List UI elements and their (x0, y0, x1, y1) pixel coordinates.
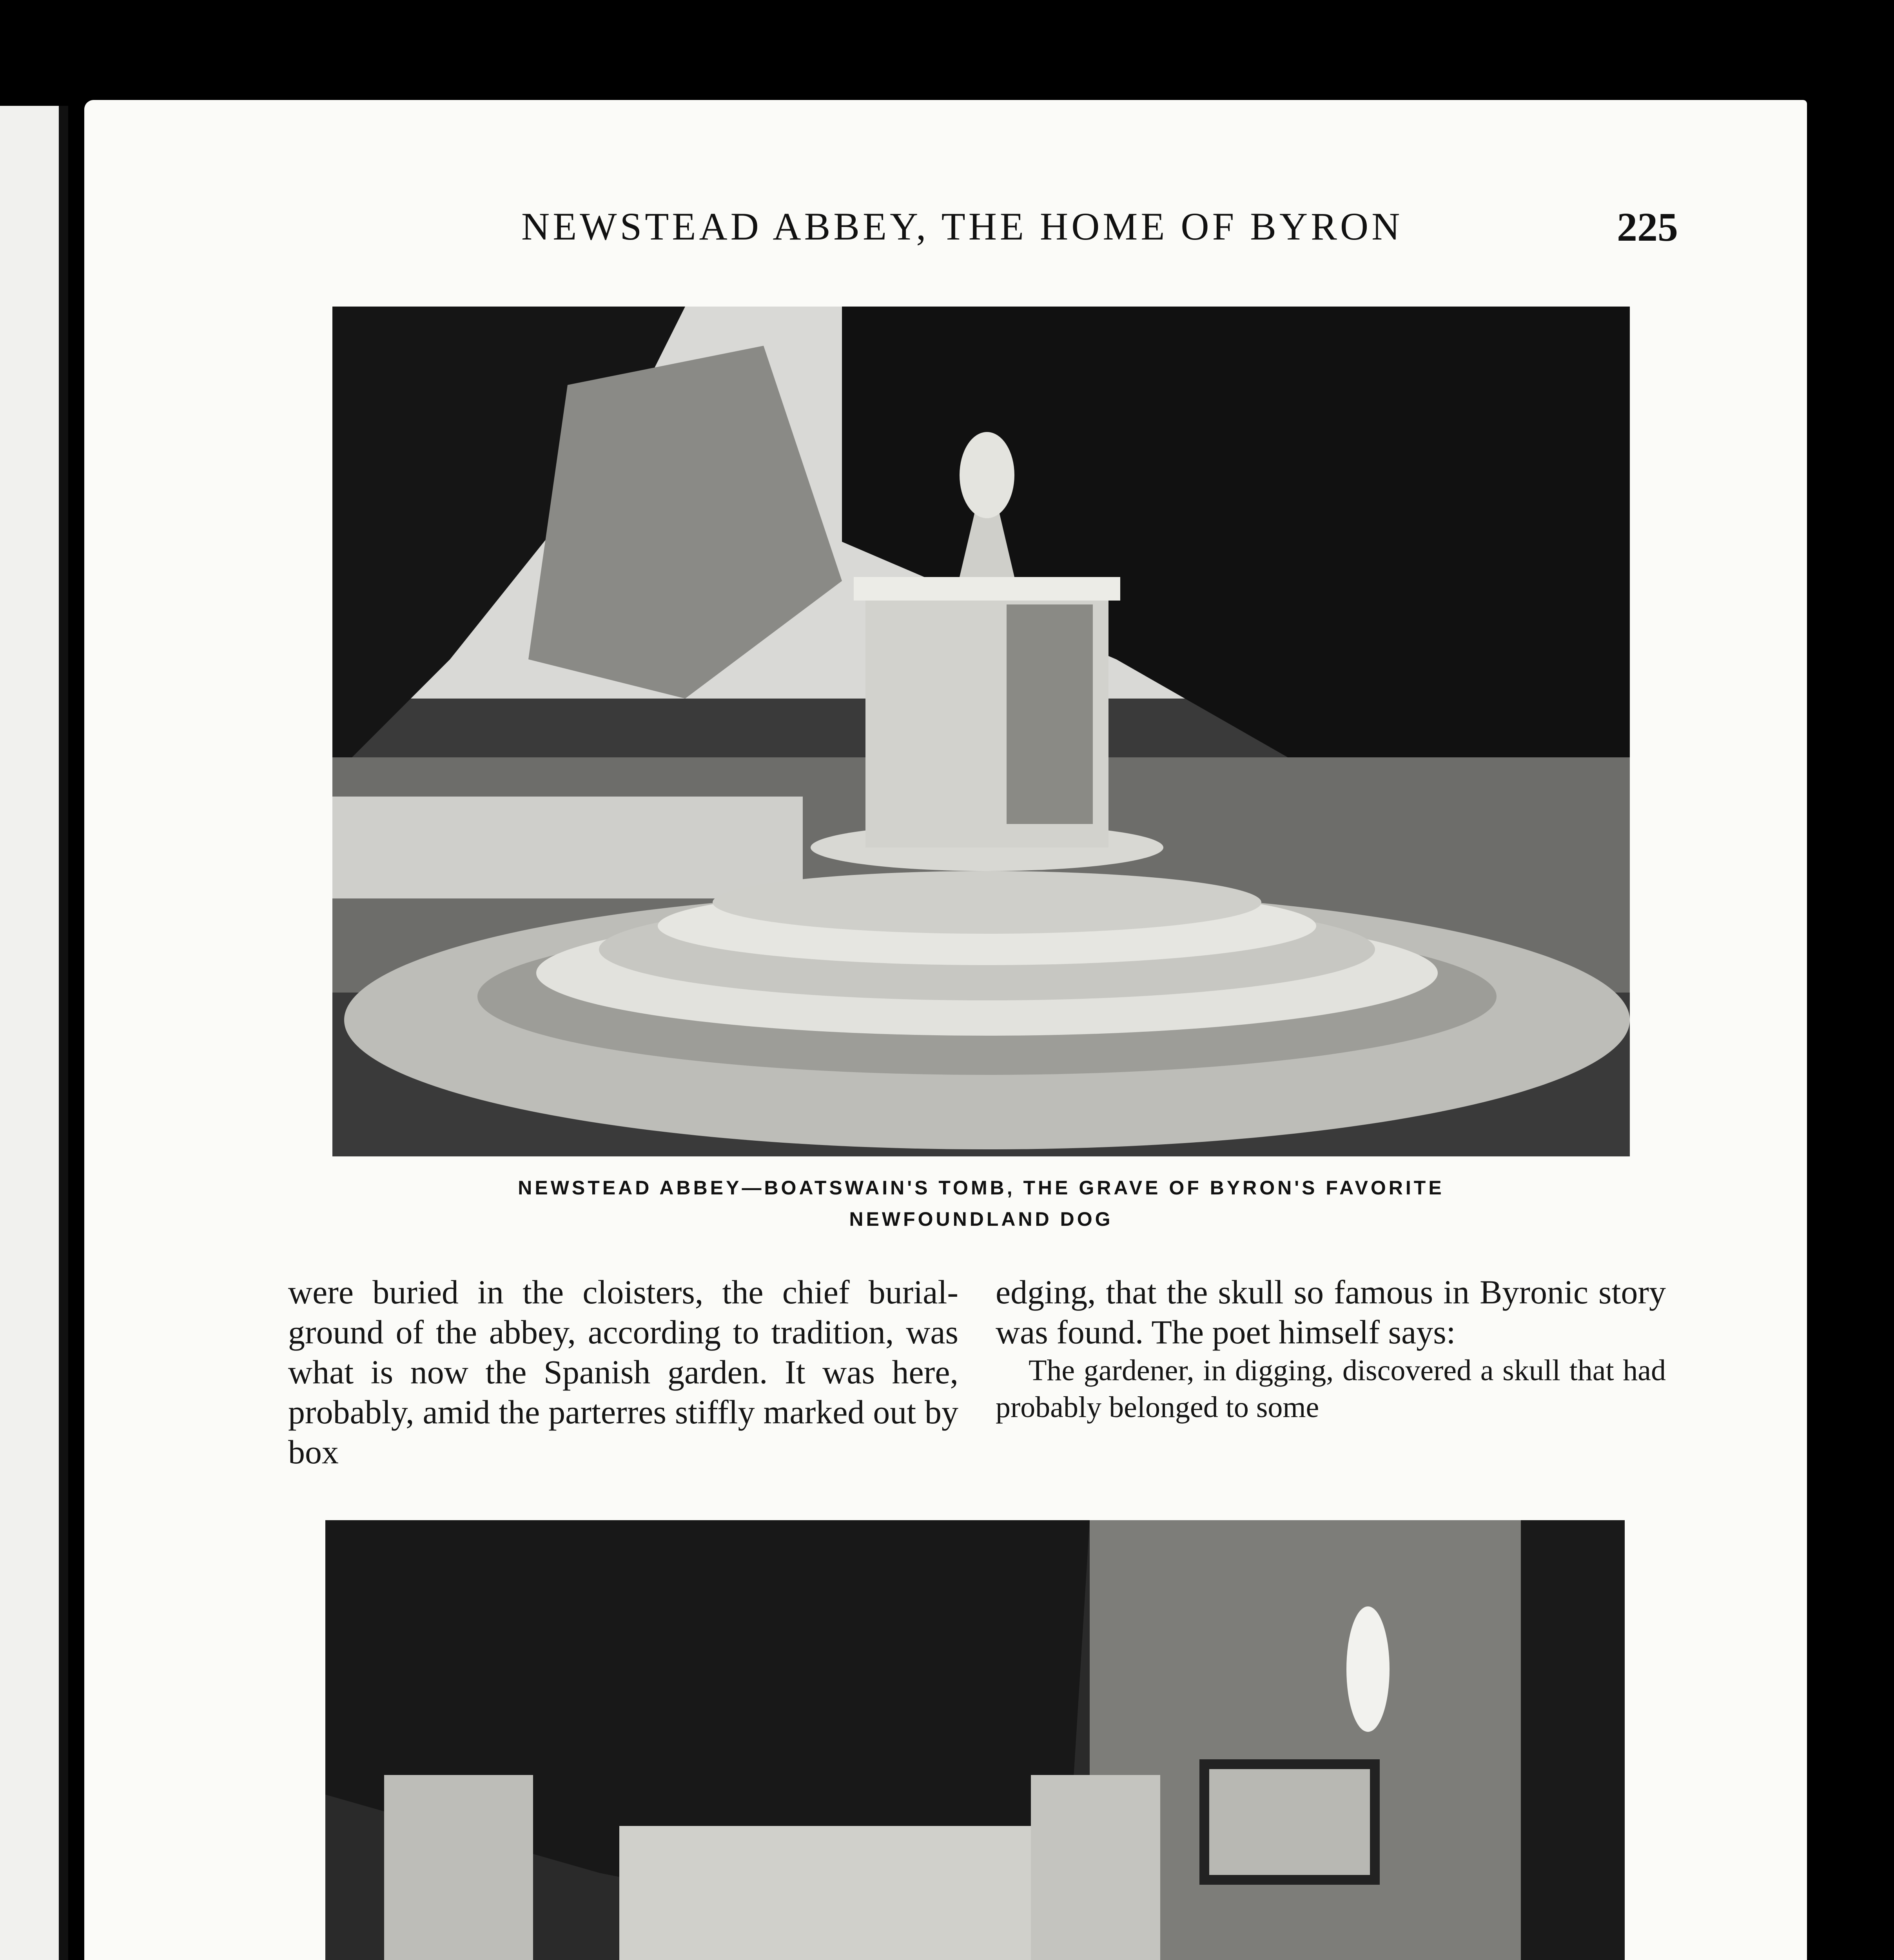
boatswains-tomb-photo (332, 307, 1630, 1156)
body-paragraph: were buried in the cloisters, the chief burial-ground of the abbey, according to tradition, was what is now the Spanish garden. It was here, probably, amid the parterres stiffly marked out by box (288, 1273, 958, 1471)
byron-bedroom-photo (325, 1520, 1625, 1960)
running-title: NEWSTEAD ABBEY, THE HOME OF BYRON (521, 205, 1403, 248)
quoted-extract: The gardener, in digging, discovered a skull that had probably belonged to some (996, 1354, 1666, 1424)
text-column-right (996, 1272, 1666, 1426)
figure-caption-tomb (332, 1172, 1630, 1235)
adjacent-page-edge (0, 106, 68, 1960)
caption-line: NEWFOUNDLAND DOG (849, 1208, 1113, 1230)
text-column-left (288, 1272, 958, 1472)
page-number: 225 (1617, 205, 1678, 250)
body-paragraph: edging, that the skull so famous in Byronic story was found. The poet himself says: (996, 1273, 1666, 1351)
caption-line: NEWSTEAD ABBEY—BOATSWAIN'S TOMB, THE GRAVE OF BYRON'S FAVORITE (518, 1177, 1444, 1199)
